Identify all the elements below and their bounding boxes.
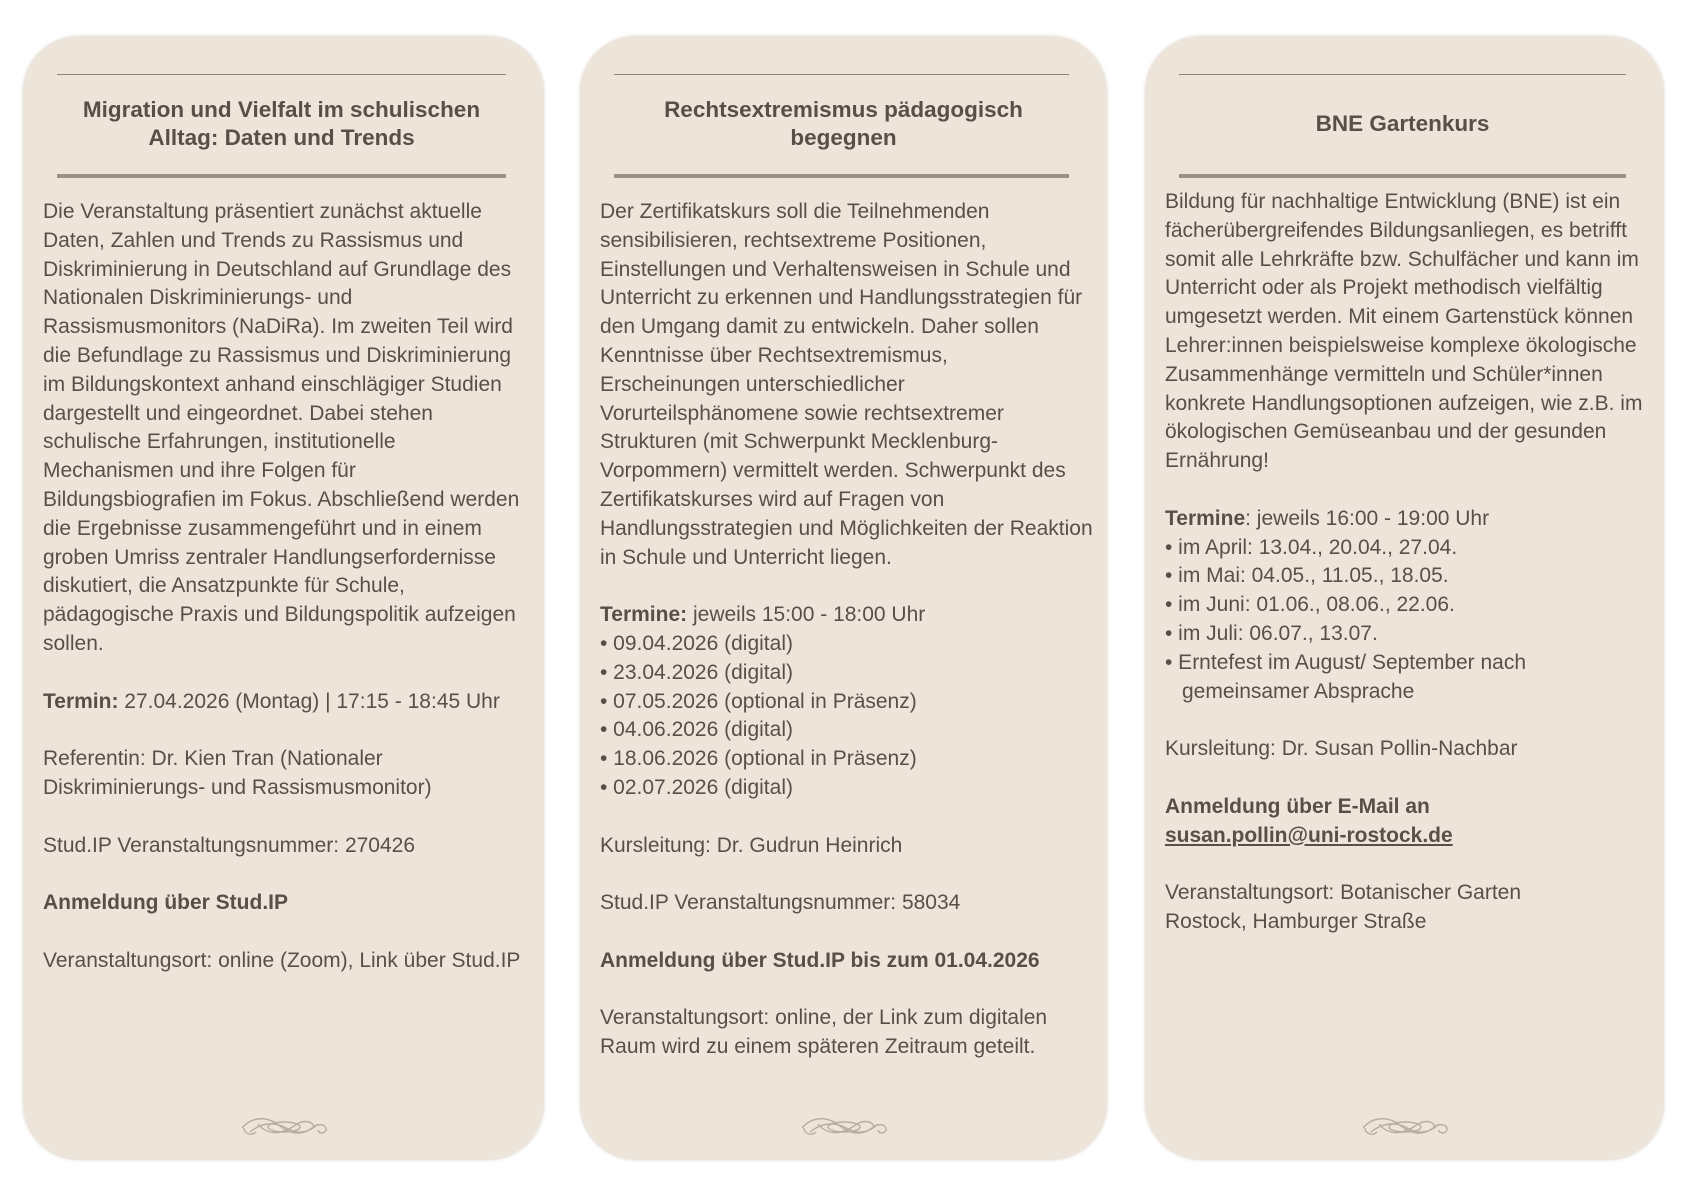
dates-heading [600,601,1093,630]
course-lead: Kursleitung: Dr. Susan Pollin-Nachbar [1165,737,1518,761]
dates-time: jeweils 15:00 - 18:00 Uhr [687,603,926,627]
registration-text: Anmeldung über Stud.IP bis zum 01.04.2026 [600,948,1040,972]
title-top-rule [57,74,506,75]
card-title-text: Rechtsextremismus pädagogisch begegnen [664,97,1023,150]
event-location: Veranstaltungsort: online (Zoom), Link über Stud.IP [43,948,521,972]
event-date [43,688,530,717]
registration-info [1165,793,1654,851]
date-value: 27.04.2026 (Montag) | 17:15 - 18:45 Uhr [118,689,500,713]
course-number: Stud.IP Veranstaltungsnummer: 58034 [600,891,961,915]
date-item: • im Mai: 04.05., 11.05., 18.05. [1165,564,1449,588]
date-item: • 07.05.2026 (optional in Präsenz) [600,689,917,713]
title-bottom-rule [614,174,1069,178]
title-bottom-rule [57,174,506,178]
event-description: Der Zertifikatskurs soll die Teilnehmenden sensibilisieren, rechtsextreme Positionen, Einstellungen und Verhaltensweisen in Schule und Unterricht zu erkennen und Handlungsstrategien für den Umgang damit zu entwickeln. Daher sollen Kenntnisse über Rechtsextremismus, Erscheinungen unterschiedlicher Vorurteilsphänomene sowie rechtsextremer Strukturen (mit Schwerpunkt Mecklenburg-Vorpommern) vermittelt werden. Schwerpunkt des Zertifikatskurses wird auf Fragen von Handlungsstrategien und Möglichkeiten der Reaktion in Schule und Unterricht liegen. [600,200,1093,569]
title-top-rule [614,74,1069,75]
date-item: • im Juli: 06.07., 13.07. [1165,621,1378,645]
date-label: Termin: [43,689,119,713]
dates-label: Termine: [600,603,688,627]
date-item: • Erntefest im August/ September nach gemeinsamer Absprache [1165,650,1527,703]
card-body [43,198,530,1004]
speaker: Referentin: Dr. Kien Tran (Nationaler Diskriminierungs- und Rassismusmonitor) [43,747,432,799]
event-dates [600,601,1093,803]
date-item: • 04.06.2026 (digital) [600,718,793,742]
registration-text: Anmeldung über Stud.IP [43,891,288,915]
card-title: BNE Gartenkurs [1315,111,1490,136]
event-description: Bildung für nachhaltige Entwicklung (BNE) ist ein fächerübergreifendes Bildungsanliegen, es betrifft somit alle Lehrkräfte bzw. Schulfächer und kann im Unterricht oder als Projekt methodisch vielfältig umgesetzt werden. Mit einem Gartenstück können Lehrer:innen beispielsweise komplexe ökologische Zusammenhänge vermitteln und Schüler*innen konkrete Handlungsoptionen aufzeigen, wie z.B. im ökologischen Gemüseanbau und der gesunden Ernährung! [1165,190,1643,473]
date-item: • 18.06.2026 (optional in Präsenz) [600,747,917,771]
dates-time: : jeweils 16:00 - 19:00 Uhr [1245,506,1490,530]
event-card-rechtsextremismus [580,36,1107,1160]
card-title: Migration und Vielfalt im schulischen Alltag: Daten und Trends [82,97,481,150]
card-title [614,96,1073,152]
email-link[interactable]: susan.pollin@uni-rostock.de [1165,823,1453,847]
card-body [1165,188,1654,966]
course-number: Stud.IP Veranstaltungsnummer: 270426 [43,833,416,857]
date-item: • 23.04.2026 (digital) [600,660,793,684]
dates-label: Termine [1165,506,1246,530]
flourish-ornament-icon [1359,1112,1451,1142]
event-card-migration [23,36,544,1160]
course-lead: Kursleitung: Dr. Gudrun Heinrich [600,833,903,857]
title-top-rule [1179,74,1626,75]
date-item: • im April: 13.04., 20.04., 27.04. [1165,535,1458,559]
event-location: Veranstaltungsort: Botanischer Garten Rostock, Hamburger Straße [1165,881,1522,933]
event-location: Veranstaltungsort: online, der Link zum digitalen Raum wird zu einem späteren Zeitraum geteilt. [600,1006,1048,1059]
date-item: • im Juni: 01.06., 08.06., 22.06. [1165,593,1455,617]
registration-info [600,947,1093,976]
registration-info [43,889,530,918]
event-card-bne-gartenkurs [1145,36,1664,1160]
event-description: Die Veranstaltung präsentiert zunächst aktuelle Daten, Zahlen und Trends zu Rassismus und Diskriminierung in Deutschland auf Grundlage des Nationalen Diskriminierungs- und Rassismusmonitors (NaDiRa). Im zweiten Teil wird die Befundlage zu Rassismus und Diskriminierung im Bildungskontext anhand einschlägiger Studien dargestellt und eingeordnet. Dabei stehen schulische Erfahrungen, institutionelle Mechanismen und ihre Folgen für Bildungsbiografien im Fokus. Abschließend werden die Ergebnisse zusammengeführt und in einem groben Umriss zentraler Handlungserfordernisse diskutiert, die Ansatzpunkte für Schule, pädagogische Praxis und Bildungspolitik aufzeigen sollen. [43,200,520,655]
card-body [600,198,1093,1091]
event-dates [1165,505,1654,707]
date-item: • 02.07.2026 (digital) [600,775,793,799]
dates-heading [1165,505,1654,534]
registration-text: Anmeldung über E-Mail an [1165,794,1430,818]
date-item: • 09.04.2026 (digital) [600,631,793,655]
title-bottom-rule [1179,174,1626,178]
flourish-ornament-icon [238,1112,330,1142]
flourish-ornament-icon [798,1112,890,1142]
